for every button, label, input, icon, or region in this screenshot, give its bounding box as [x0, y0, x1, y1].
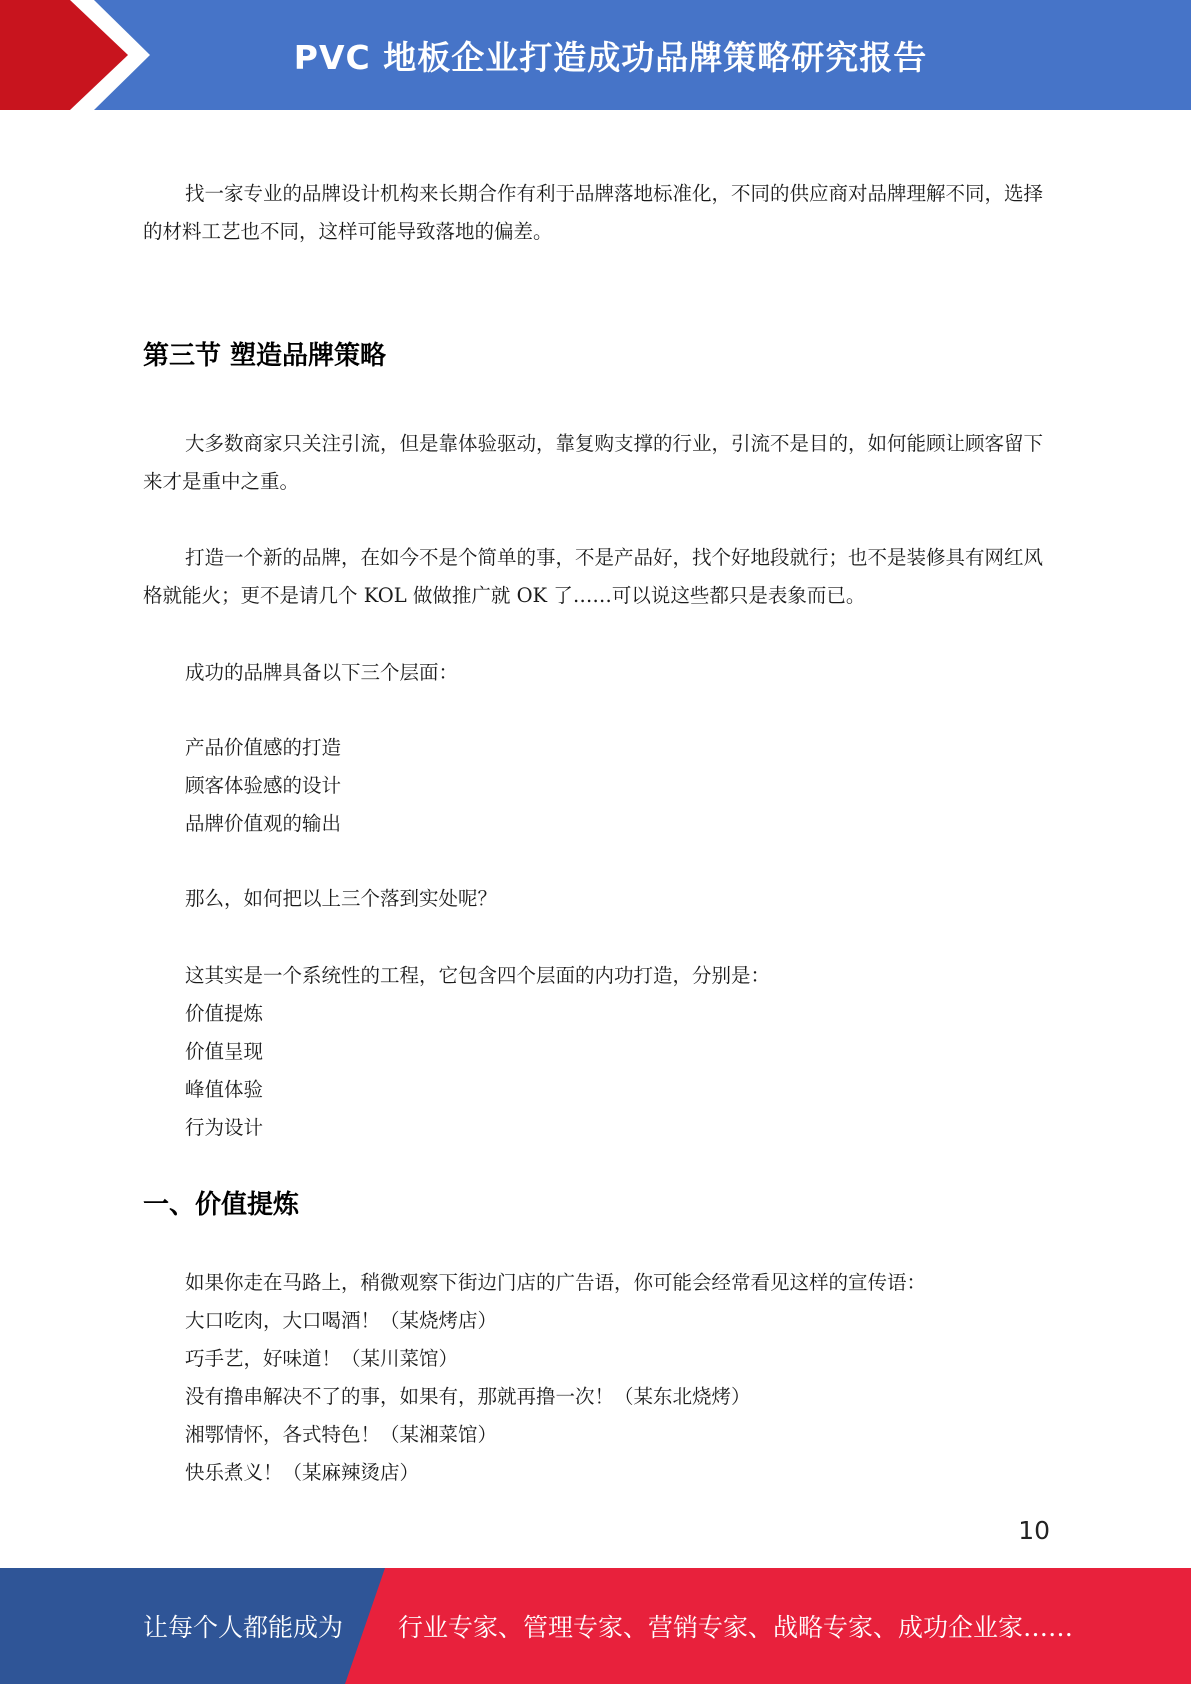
slogan-intro-line: 如果你走在马路上，稍微观察下街边门店的广告语，你可能会经常看见这样的宣传语： — [185, 1271, 927, 1294]
header-banner — [0, 0, 1191, 110]
system-intro-line: 这其实是一个系统性的工程，它包含四个层面的内功打造，分别是： — [185, 964, 771, 987]
layer-item: 价值提炼 — [185, 1002, 264, 1025]
question-line: 那么，如何把以上三个落到实处呢？ — [185, 887, 498, 910]
section-heading: 第三节 塑造品牌策略 — [143, 341, 387, 371]
footer-slogan-left: 让每个人都能成为 — [143, 1613, 344, 1642]
layer-item: 行为设计 — [185, 1116, 264, 1139]
footer-slogan-right: 行业专家、管理专家、营销专家、战略专家、成功企业家…… — [398, 1613, 1074, 1642]
slogan-item: 大口吃肉，大口喝酒！（某烧烤店） — [185, 1309, 498, 1332]
paragraph-new-brand: 打造一个新的品牌，在如今不是个简单的事，不是产品好，找个好地段就行；也不是装修具有网红风格就能火；更不是请几个 KOL 做做推广就 OK 了……可以说这些都只是表象而已。 — [143, 546, 1044, 607]
layer-item: 价值呈现 — [185, 1040, 264, 1063]
slogan-item: 没有撸串解决不了的事，如果有，那就再撸一次！（某东北烧烤） — [185, 1385, 751, 1408]
level-item: 产品价值感的打造 — [185, 736, 342, 759]
slogan-item: 巧手艺，好味道！（某川菜馆） — [185, 1347, 459, 1370]
layer-item: 峰值体验 — [185, 1078, 264, 1101]
subsection-heading: 一、价值提炼 — [143, 1190, 300, 1220]
intro-paragraph: 找一家专业的品牌设计机构来长期合作有利于品牌落地标准化，不同的供应商对品牌理解不同，选择的材料工艺也不同，这样可能导致落地的偏差。 — [143, 182, 1044, 243]
page-number: 10 — [1018, 1516, 1050, 1545]
slogan-item: 湘鄂情怀，各式特色！（某湘菜馆） — [185, 1423, 498, 1446]
document-title: PVC 地板企业打造成功品牌策略研究报告 — [293, 37, 928, 77]
footer-banner — [0, 1568, 1191, 1684]
paragraph-traffic: 大多数商家只关注引流，但是靠体验驱动，靠复购支撑的行业，引流不是目的，如何能顾让顾客留下来才是重中之重。 — [143, 432, 1044, 493]
slogan-item: 快乐煮义！（某麻辣烫店） — [185, 1461, 420, 1484]
paragraph-three-levels: 成功的品牌具备以下三个层面： — [185, 661, 459, 684]
level-item: 品牌价值观的输出 — [185, 812, 342, 835]
level-item: 顾客体验感的设计 — [185, 774, 342, 797]
header-arrow-decoration — [0, 0, 160, 110]
